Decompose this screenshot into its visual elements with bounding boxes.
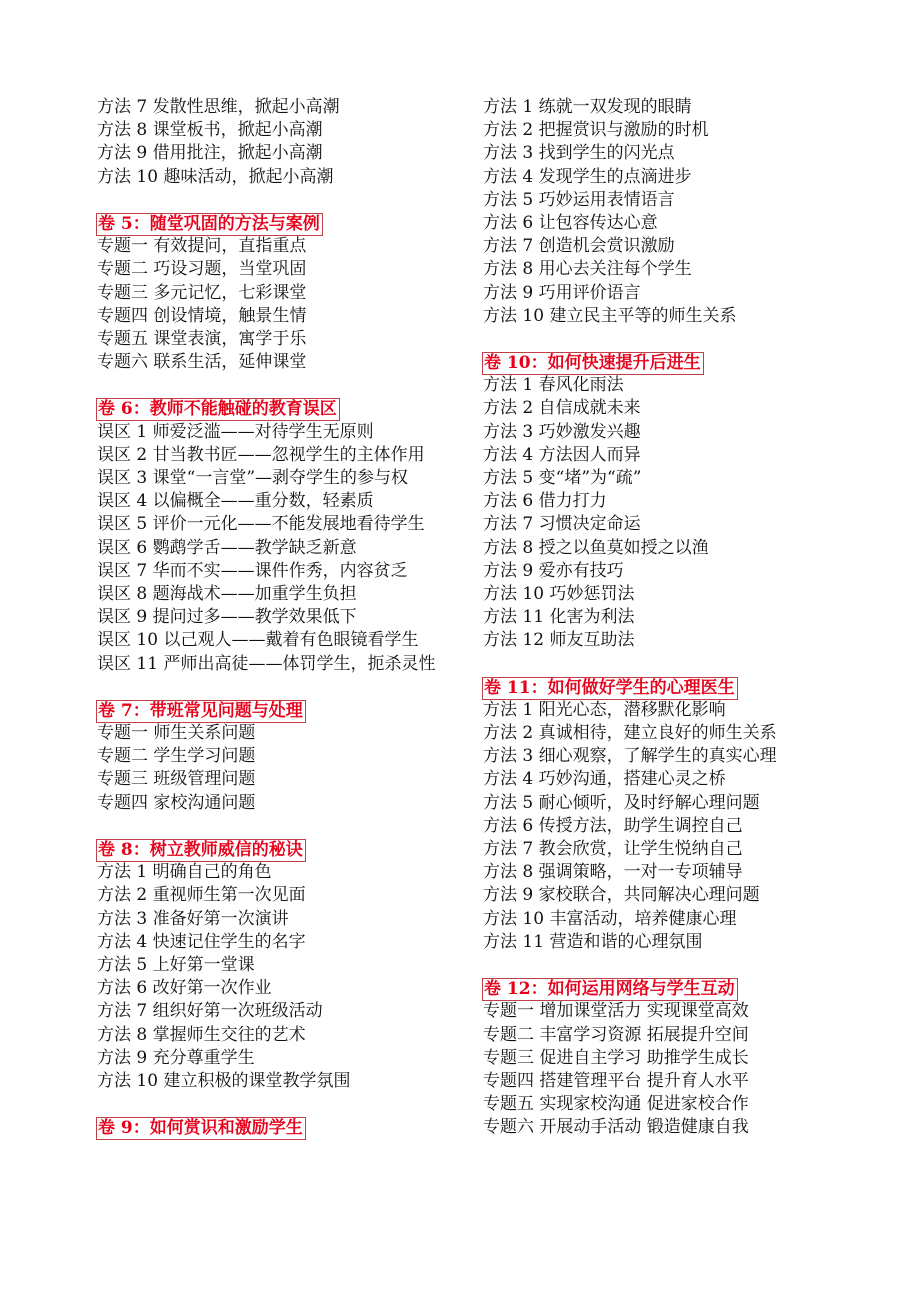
list-item: 方法 5 变“堵”为“疏”: [483, 468, 642, 488]
list-item: 方法 1 练就一双发现的眼睛: [483, 97, 692, 117]
list-item: 专题四 搭建管理平台 提升育人水平: [483, 1070, 749, 1091]
list-item: 方法 2 把握赏识与激励的时机: [483, 120, 709, 141]
list-item: 方法 4 方法因人而异: [483, 444, 641, 465]
volume-heading-row: [97, 838, 467, 861]
list-item: 方法 3 细心观察，了解学生的真实心理: [483, 746, 777, 767]
list-item: 方法 12 师友互助法: [483, 630, 635, 651]
list-item: 方法 9 爱亦有技巧: [483, 560, 624, 581]
list-item: 方法 3 找到学生的闪光点: [483, 143, 675, 164]
list-item: 方法 11 营造和谐的心理氛围: [483, 931, 703, 952]
list-item: 方法 9 充分尊重学生: [97, 1047, 255, 1068]
list-item: 方法 5 耐心倾听，及时纾解心理问题: [483, 792, 760, 813]
section-spacer: [483, 328, 903, 351]
volume-heading-row: [97, 397, 467, 420]
list-item: 专题三 班级管理问题: [97, 769, 256, 790]
list-item: 专题六 开展动手活动 锻造健康自我: [483, 1117, 749, 1138]
list-item: 专题二 丰富学习资源 拓展提升空间: [483, 1024, 749, 1045]
list-item: 方法 1 明确自己的角色: [97, 862, 272, 883]
section-spacer: [483, 653, 903, 676]
list-item: 方法 8 课堂板书，掀起小高潮: [97, 120, 323, 141]
list-item: 方法 7 创造机会赏识激励: [483, 236, 675, 257]
list-item: 方法 7 习惯决定命运: [483, 514, 641, 535]
volume-heading: 卷 9：如何赏识和激励学生: [96, 1117, 306, 1140]
list-item: 方法 6 改好第一次作业: [97, 978, 272, 999]
list-item: 方法 1 阳光心态，潜移默化影响: [483, 699, 726, 720]
volume-heading: 卷 8：树立教师威信的秘诀: [96, 839, 306, 862]
list-item: 方法 7 发散性思维，掀起小高潮: [97, 97, 340, 117]
list-item: 方法 8 强调策略，一对一专项辅导: [483, 862, 743, 883]
section-spacer: [97, 815, 467, 838]
list-item: 方法 1 春风化雨法: [483, 375, 624, 396]
list-item: 方法 6 传授方法，助学生调控自己: [483, 815, 743, 836]
section-spacer: [97, 189, 467, 212]
list-item: 方法 10 巧妙惩罚法: [483, 583, 635, 604]
volume-heading: 卷 7：带班常见问题与处理: [96, 700, 306, 723]
list-item: 方法 3 准备好第一次演讲: [97, 908, 289, 929]
list-item: 误区 7 华而不实——课件作秀，内容贫乏: [97, 560, 408, 581]
section-spacer: [483, 954, 903, 977]
list-item: 专题二 巧设习题，当堂巩固: [97, 259, 307, 280]
list-item: 方法 2 重视师生第一次见面: [97, 885, 306, 906]
list-item: 方法 5 上好第一堂课: [97, 954, 255, 975]
right-column: [483, 96, 903, 1139]
list-item: 方法 11 化害为利法: [483, 607, 635, 628]
volume-heading-row: [483, 977, 903, 1000]
section-spacer: [97, 374, 467, 397]
list-item: 专题一 增加课堂活力 实现课堂高效: [483, 1001, 749, 1022]
list-item: 方法 9 巧用评价语言: [483, 282, 641, 303]
list-item: 方法 8 用心去关注每个学生: [483, 259, 692, 280]
list-item: 方法 4 发现学生的点滴进步: [483, 166, 692, 187]
list-item: 误区 6 鹦鹉学舌——教学缺乏新意: [97, 537, 357, 558]
list-item: 误区 3 课堂“一言堂”—剥夺学生的参与权: [97, 468, 409, 488]
list-item: 专题四 创设情境，触景生情: [97, 305, 307, 326]
list-item: 专题五 实现家校沟通 促进家校合作: [483, 1094, 749, 1115]
volume-heading-row: [97, 1116, 467, 1139]
section-spacer: [97, 676, 467, 699]
left-column: [97, 96, 467, 1139]
list-item: 方法 8 授之以鱼莫如授之以渔: [483, 537, 709, 558]
list-item: 专题六 联系生活，延伸课堂: [97, 352, 307, 373]
list-item: 专题三 促进自主学习 助推学生成长: [483, 1047, 749, 1068]
list-item: 方法 10 丰富活动，培养健康心理: [483, 908, 737, 929]
list-item: 误区 4 以偏概全——重分数，轻素质: [97, 491, 374, 512]
list-item: 方法 10 趣味活动，掀起小高潮: [97, 166, 334, 187]
list-item: 方法 3 巧妙激发兴趣: [483, 421, 641, 442]
list-item: 方法 10 建立积极的课堂教学氛围: [97, 1070, 351, 1091]
volume-heading-row: [97, 212, 467, 235]
list-item: 方法 9 家校联合，共同解决心理问题: [483, 885, 760, 906]
list-item: 专题二 学生学习问题: [97, 746, 256, 767]
list-item: 方法 2 真诚相待，建立良好的师生关系: [483, 723, 777, 744]
list-item: 误区 1 师爱泛滥——对待学生无原则: [97, 421, 374, 442]
list-item: 方法 5 巧妙运用表情语言: [483, 189, 675, 210]
list-item: 误区 2 甘当教书匠——忽视学生的主体作用: [97, 444, 425, 465]
list-item: 误区 8 题海战术——加重学生负担: [97, 583, 357, 604]
list-item: 误区 9 提问过多——教学效果低下: [97, 607, 357, 628]
list-item: 误区 10 以己观人——戴着有色眼镜看学生: [97, 630, 419, 651]
list-item: 专题一 有效提问，直指重点: [97, 236, 307, 257]
section-spacer: [97, 1093, 467, 1116]
list-item: 方法 4 快速记住学生的名字: [97, 931, 306, 952]
list-item: 方法 6 让包容传达心意: [483, 212, 658, 233]
list-item: 误区 5 评价一元化——不能发展地看待学生: [97, 514, 425, 535]
list-item: 专题一 师生关系问题: [97, 723, 256, 744]
list-item: 误区 11 严师出高徒——体罚学生，扼杀灵性: [97, 653, 436, 674]
list-item: 方法 8 掌握师生交往的艺术: [97, 1024, 306, 1045]
list-item: 专题三 多元记忆，七彩课堂: [97, 282, 307, 303]
volume-heading: 卷 12：如何运用网络与学生互动: [482, 978, 738, 1001]
list-item: 方法 7 教会欣赏，让学生悦纳自己: [483, 839, 743, 859]
list-item: 方法 2 自信成就未来: [483, 398, 641, 419]
list-item: 专题五 课堂表演，寓学于乐: [97, 328, 307, 349]
volume-heading-row: [483, 351, 903, 374]
list-item: 方法 4 巧妙沟通，搭建心灵之桥: [483, 769, 726, 790]
volume-heading: 卷 10：如何快速提升后进生: [482, 352, 704, 375]
list-item: 方法 9 借用批注，掀起小高潮: [97, 143, 323, 164]
list-item: 方法 10 建立民主平等的师生关系: [483, 305, 737, 326]
volume-heading-row: [97, 699, 467, 722]
list-item: 方法 6 借力打力: [483, 491, 607, 512]
volume-heading: 卷 11：如何做好学生的心理医生: [482, 677, 738, 700]
volume-heading: 卷 6：教师不能触碰的教育误区: [96, 398, 340, 421]
list-item: 专题四 家校沟通问题: [97, 792, 256, 813]
list-item: 方法 7 组织好第一次班级活动: [97, 1001, 323, 1022]
volume-heading-row: [483, 676, 903, 699]
volume-heading: 卷 5：随堂巩固的方法与案例: [96, 213, 323, 236]
